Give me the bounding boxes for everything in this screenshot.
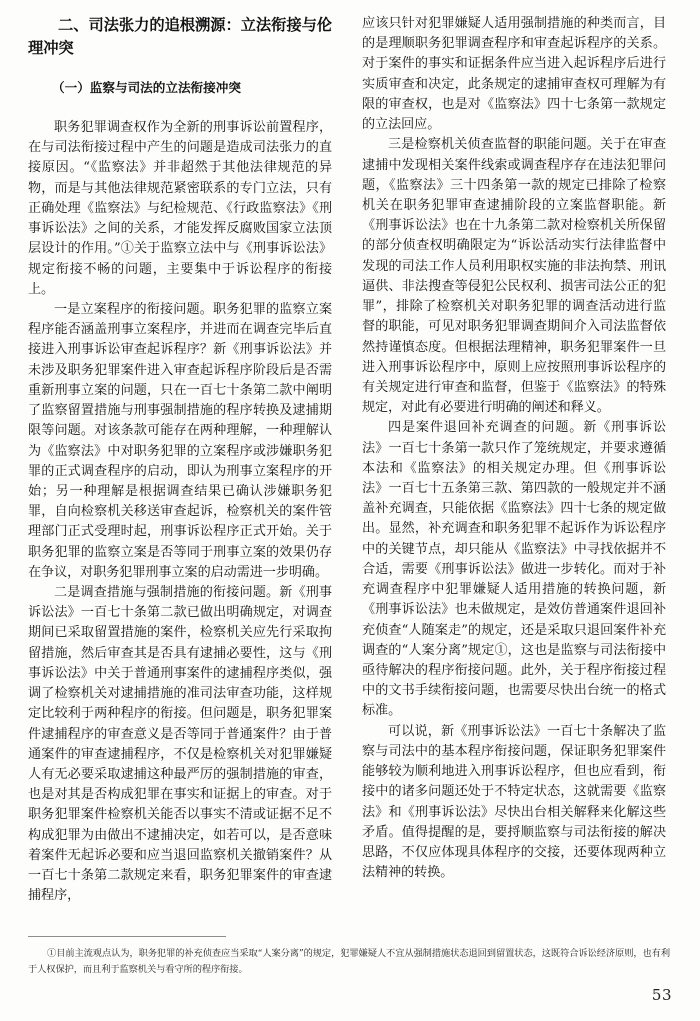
paragraph: 职务犯罪调查权作为全新的刑事诉讼前置程序，在与司法衔接过程中产生的问题是造成司法张力的直接原因。“《监察法》并非超然于其他法律规范的异物，而是与其他法律规范紧密联系的专门立法，只有正确处理《监察法》与纪检规范、《行政监察法》《刑事诉讼法》之间的关系，才能发挥反腐败国家立法顶层设计的作用。”①关于监察立法中与《刑事诉讼法》规定衔接不畅的问题，主要集中于诉讼程序的衔接上。	[28, 120, 332, 297]
page-title: 二、司法张力的追根溯源：立法衔接与伦理冲突	[28, 16, 332, 58]
paragraph: 一是立案程序的衔接问题。职务犯罪的监察立案程序能否涵盖刑事立案程序，并进而在调查完毕后直接进入刑事诉讼审查起诉程序？新《刑事诉讼法》并未涉及职务犯罪案件进入审查起诉程序阶段后是否需重新刑事立案的问题，只在一百七十条第二款中阐明了监察留置措施与刑事强制措施的程序转换及逮捕期限等问题。对该条款可能存在两种理解，一种理解认为《监察法》中对职务犯罪的立案程序或涉嫌职务犯罪的正式调查程序的启动，即认为刑事立案程序的开始；另一种理解是根据调查结果已确认涉嫌职务犯罪，自向检察机关移送审查起诉，检察机关的案件管理部门正式受理时起，刑事诉讼程序正式开始。关于职务犯罪的监察立案是否等同于刑事立案的效果仍存在争议，对职务犯罪刑事立案的启动需进一步明确。	[28, 301, 332, 580]
page-number: 53	[651, 986, 672, 1004]
paragraph: 三是检察机关侦查监督的职能问题。关于在审查逮捕中发现相关案件线索或调查程序存在违法犯罪问题，《监察法》三十四条第一款的规定已排除了检察机关在职务犯罪审查逮捕阶段的立案监督职能。新《刑事诉讼法》也在十九条第二款对检察机关所保留的部分侦查权明确限定为“诉讼活动实行法律监督中发现的司法工作人员利用职权实施的非法拘禁、刑讯逼供、非法搜查等侵犯公民权利、损害司法公正的犯罪”，排除了检察机关对职务犯罪的调查活动进行监督的职能，可见对职务犯罪调查期间介入司法监督依然持谨慎态度。但根据法理精神，职务犯罪案件一旦进入刑事诉讼程序中，原则上应按照刑事诉讼程序的有关规定进行审查和监督，但鉴于《监察法》的特殊规定，对此有必要进行明确的阐述和释义。	[362, 137, 666, 416]
footnote-text: ①目前主流观点认为，职务犯罪的补充侦查应当采取“人案分离”的规定，犯罪嫌疑人不宜从强制措施状态退回到留置状态，这既符合诉讼经济原则，也有利于人权保护，而且利于监察机关与看守所的程序衔接。	[28, 948, 670, 975]
paragraph: 应该只针对犯罪嫌疑人适用强制措施的种类而言，目的是理顺职务犯罪调查程序和审查起诉程序的关系。对于案件的事实和证据条件应当进入起诉程序后进行实质审查和决定，此条规定的逮捕审查权可理解为有限的审查权，也是对《监察法》四十七条第一款规定的立法回应。	[362, 16, 666, 133]
paragraph: 可以说，新《刑事诉讼法》一百七十条解决了监察与司法中的基本程序衔接问题，保证职务犯罪案件能够较为顺利地进入刑事诉讼程序，但也应看到，衔接中的诸多问题还处于不特定状态，这就需要《监察法》和《刑事诉讼法》尽快出台相关解释来化解这些矛盾。值得提醒的是，要捋顺监察与司法衔接的解决思路，不仅应体现具体程序的交接，还要体现两种立法精神的转换。	[362, 723, 666, 881]
paragraph: 四是案件退回补充调查的问题。新《刑事诉讼法》一百七十条第一款只作了笼统规定，并要求遵循本法和《监察法》的相关规定办理。但《刑事诉讼法》一百七十五条第三款、第四款的一般规定并不涵盖补充调查，只能依据《监察法》四十七条的规定做出。显然，补充调查和职务犯罪不起诉作为诉讼程序中的关键节点，却只能从《监察法》中寻找依据并不合适，需要《刑事诉讼法》做进一步转化。而对于补充调查程序中犯罪嫌疑人适用措施的转换问题，新《刑事诉讼法》也未做规定，是效仿普通案件退回补充侦查“人随案走”的规定，还是采取只退回案件补充调查的“人案分离”规定①，这也是监察与司法衔接中亟待解决的程序衔接问题。此外，关于程序衔接过程中的文书手续衔接问题，也需要尽快出台统一的格式标准。	[362, 420, 666, 719]
column-right	[362, 0, 666, 883]
footnote-divider	[28, 936, 226, 937]
column-left	[28, 0, 332, 907]
footnote-zone	[28, 936, 670, 977]
subsection-title: （一）监察与司法的立法衔接冲突	[52, 79, 241, 95]
paragraph: 二是调查措施与强制措施的衔接问题。新《刑事诉讼法》一百七十条第二款已做出明确规定，对调查期间已采取留置措施的案件，检察机关应先行采取拘留措施，然后审查其是否具有逮捕必要性，这与《刑事诉讼法》中关于普通刑事案件的逮捕程序类似，强调了检察机关对逮捕措施的准司法审查功能，这样规定比较利于两种程序的衔接。但问题是，职务犯罪案件逮捕程序的审查意义是否等同于普通案件？由于普通案件的审查逮捕程序，不仅是检察机关对犯罪嫌疑人有无必要采取逮捕这种最严厉的强制措施的审查，也是对其是否构成犯罪在事实和证据上的审查。对于职务犯罪案件检察机关能否以事实不清或证据不足不构成犯罪为由做出不逮捕决定，如若可以，是否意味着案件无起诉必要和应当退回监察机关撤销案件？从一百七十条第二款规定来看，职务犯罪案件的审查逮捕程序，	[28, 585, 332, 904]
heading-reserved-space	[28, 0, 332, 118]
